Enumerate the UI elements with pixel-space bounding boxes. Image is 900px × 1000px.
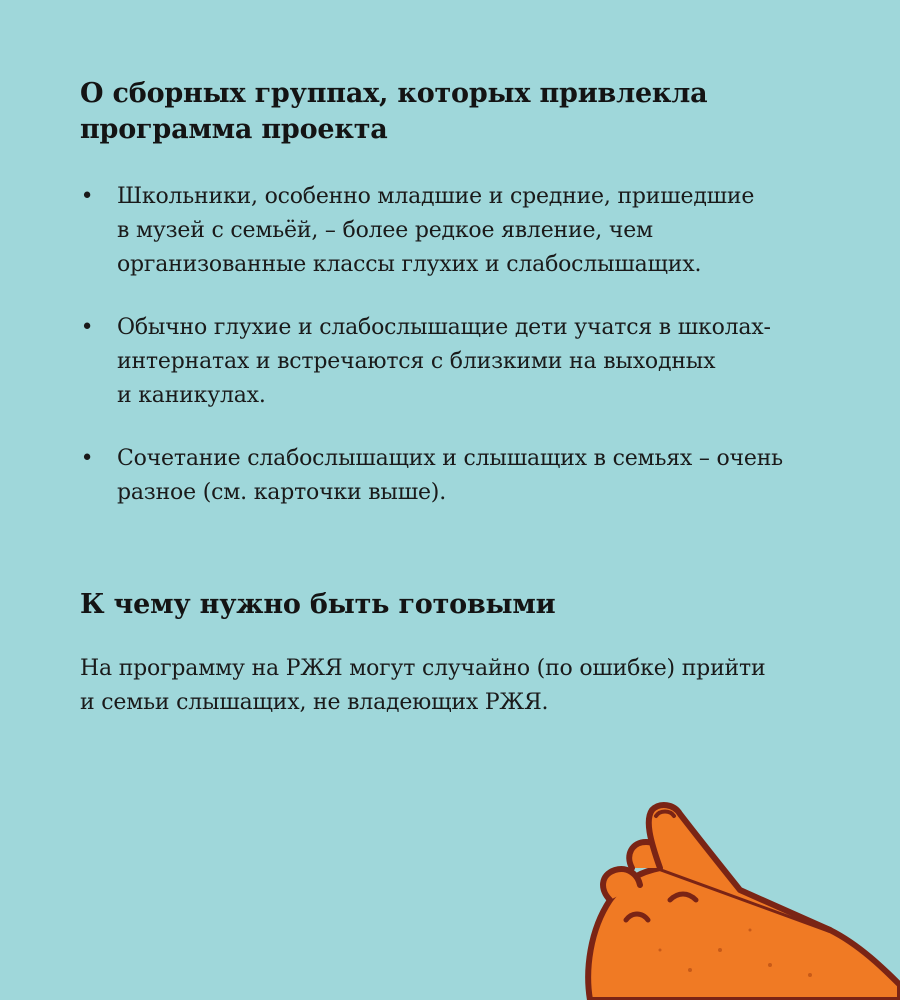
paragraph bbox=[80, 652, 840, 720]
bullet-list bbox=[80, 180, 840, 539]
bullet-icon: • bbox=[80, 315, 94, 340]
bullet-text bbox=[117, 311, 840, 413]
section-heading-groups bbox=[80, 76, 720, 148]
list-item bbox=[80, 442, 840, 510]
text-line: организованные классы глухих и слабослышащих. bbox=[117, 252, 702, 277]
text-line: и семьи слышащих, не владеющих РЖЯ. bbox=[80, 690, 549, 715]
text-line: и каникулах. bbox=[117, 383, 266, 408]
bullet-icon: • bbox=[80, 446, 94, 471]
text-line: разное (см. карточки выше). bbox=[117, 480, 446, 505]
text-line: в музей с семьёй, – более редкое явление, чем bbox=[117, 218, 653, 243]
text-line: Обычно глухие и слабослышащие дети учатся в школах- bbox=[117, 315, 771, 340]
list-item bbox=[80, 180, 840, 282]
hand-shape bbox=[588, 805, 900, 1000]
bullet-text bbox=[117, 180, 840, 282]
heading-line: О сборных группах, которых привлекла bbox=[80, 78, 708, 109]
list-item bbox=[80, 311, 840, 413]
text-line: интернатах и встречаются с близкими на выходных bbox=[117, 349, 716, 374]
heading-line: программа проекта bbox=[80, 114, 388, 145]
bullet-text bbox=[117, 442, 840, 510]
hand-illustration-icon bbox=[570, 780, 900, 1000]
text-line: Школьники, особенно младшие и средние, пришедшие bbox=[117, 184, 755, 209]
bullet-icon: • bbox=[80, 184, 94, 209]
section-heading-ready: К чему нужно быть готовыми bbox=[80, 589, 556, 620]
text-line: Сочетание слабослышащих и слышащих в семьях – очень bbox=[117, 446, 783, 471]
text-line: На программу на РЖЯ могут случайно (по ошибке) прийти bbox=[80, 656, 766, 681]
